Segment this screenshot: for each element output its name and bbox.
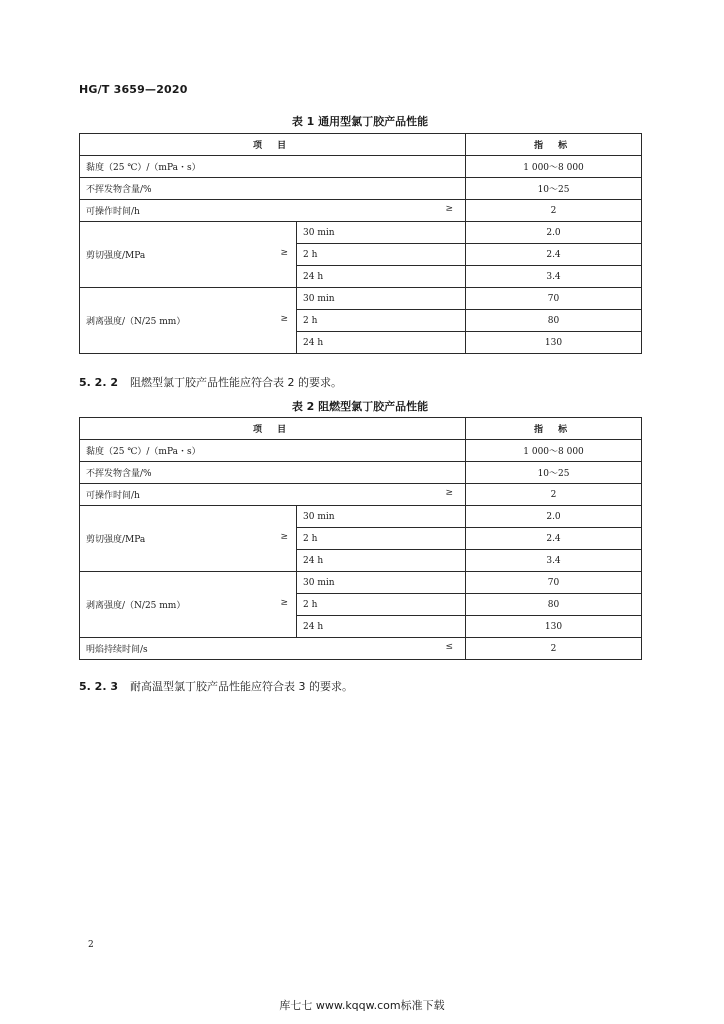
- table-row: [80, 462, 642, 484]
- sub-value: 2.4: [466, 244, 642, 266]
- sub-value: 80: [466, 310, 642, 332]
- group-label-cell: [80, 506, 297, 572]
- row-label: 可操作时间/h: [86, 207, 140, 217]
- group-symbol: ≥: [280, 314, 288, 324]
- row-label: 黏度（25 ℃）/（mPa・s）: [80, 156, 466, 178]
- table-row: [80, 178, 642, 200]
- sub-value: 2.0: [466, 506, 642, 528]
- sub-time: 24 h: [297, 266, 466, 288]
- sub-value: 2.4: [466, 528, 642, 550]
- row-label: 不挥发物含量/%: [80, 178, 466, 200]
- table-row: [80, 572, 642, 594]
- row-value: 1 000～8 000: [466, 440, 642, 462]
- header-index: 指 标: [466, 134, 642, 156]
- clause-text: 阻燃型氯丁胶产品性能应符合表 2 的要求。: [129, 376, 342, 389]
- table-row: [80, 200, 642, 222]
- sub-time: 30 min: [297, 222, 466, 244]
- sub-value: 80: [466, 594, 642, 616]
- group-symbol: ≥: [280, 532, 288, 542]
- table2: [79, 417, 642, 660]
- row-label: 不挥发物含量/%: [80, 462, 466, 484]
- page-number: 2: [88, 940, 94, 950]
- table-row: [80, 506, 642, 528]
- group-label-cell: [80, 288, 297, 354]
- table-header-row: [80, 418, 642, 440]
- sub-time: 24 h: [297, 550, 466, 572]
- row-value: 2: [466, 638, 642, 660]
- table-row: [80, 484, 642, 506]
- header-index: 指 标: [466, 418, 642, 440]
- sub-time: 30 min: [297, 506, 466, 528]
- clause-number: 5. 2. 3: [79, 680, 118, 693]
- table-row: [80, 156, 642, 178]
- table2-caption: 表 2 阻燃型氯丁胶产品性能: [291, 400, 429, 413]
- sub-time: 2 h: [297, 244, 466, 266]
- row-label-cell: [80, 200, 466, 222]
- table-row: [80, 288, 642, 310]
- table-row: [80, 440, 642, 462]
- sub-value: 3.4: [466, 266, 642, 288]
- standard-code: HG/T 3659—2020: [79, 83, 188, 96]
- sub-time: 24 h: [297, 616, 466, 638]
- table1: [79, 133, 642, 354]
- footer-watermark: 库七七 www.kqqw.com标准下载: [279, 999, 445, 1012]
- table-header-row: [80, 134, 642, 156]
- group-label: 剪切强度/MPa: [86, 251, 146, 261]
- clause-5-2-2: [79, 374, 342, 390]
- clause-number: 5. 2. 2: [79, 376, 118, 389]
- group-label-cell: [80, 222, 297, 288]
- row-value: 2: [466, 200, 642, 222]
- sub-value: 130: [466, 332, 642, 354]
- row-label-cell: [80, 484, 466, 506]
- clause-text: 耐高温型氯丁胶产品性能应符合表 3 的要求。: [129, 680, 353, 693]
- sub-time: 30 min: [297, 572, 466, 594]
- table-row: [80, 222, 642, 244]
- header-item: 项 目: [80, 418, 466, 440]
- row-label: 明焰持续时间/s: [86, 645, 148, 655]
- clause-5-2-3: [79, 678, 353, 694]
- sub-time: 30 min: [297, 288, 466, 310]
- group-label: 剪切强度/MPa: [86, 535, 146, 545]
- header-item: 项 目: [80, 134, 466, 156]
- sub-value: 70: [466, 572, 642, 594]
- sub-time: 24 h: [297, 332, 466, 354]
- row-symbol: ≤: [445, 642, 454, 652]
- group-symbol: ≥: [280, 248, 288, 258]
- group-label: 剥离强度/（N/25 mm）: [86, 601, 186, 611]
- group-label-cell: [80, 572, 297, 638]
- row-label: 可操作时间/h: [86, 491, 140, 501]
- sub-value: 70: [466, 288, 642, 310]
- sub-time: 2 h: [297, 528, 466, 550]
- row-symbol: ≥: [445, 204, 454, 214]
- row-symbol: ≥: [445, 488, 454, 498]
- table-row: [80, 638, 642, 660]
- group-symbol: ≥: [280, 598, 288, 608]
- row-value: 1 000～8 000: [466, 156, 642, 178]
- row-value: 10～25: [466, 178, 642, 200]
- row-label-cell: [80, 638, 466, 660]
- sub-value: 2.0: [466, 222, 642, 244]
- group-label: 剥离强度/（N/25 mm）: [86, 317, 186, 327]
- sub-value: 3.4: [466, 550, 642, 572]
- row-value: 2: [466, 484, 642, 506]
- sub-time: 2 h: [297, 594, 466, 616]
- sub-value: 130: [466, 616, 642, 638]
- sub-time: 2 h: [297, 310, 466, 332]
- table1-caption: 表 1 通用型氯丁胶产品性能: [291, 115, 429, 128]
- row-value: 10～25: [466, 462, 642, 484]
- row-label: 黏度（25 ℃）/（mPa・s）: [80, 440, 466, 462]
